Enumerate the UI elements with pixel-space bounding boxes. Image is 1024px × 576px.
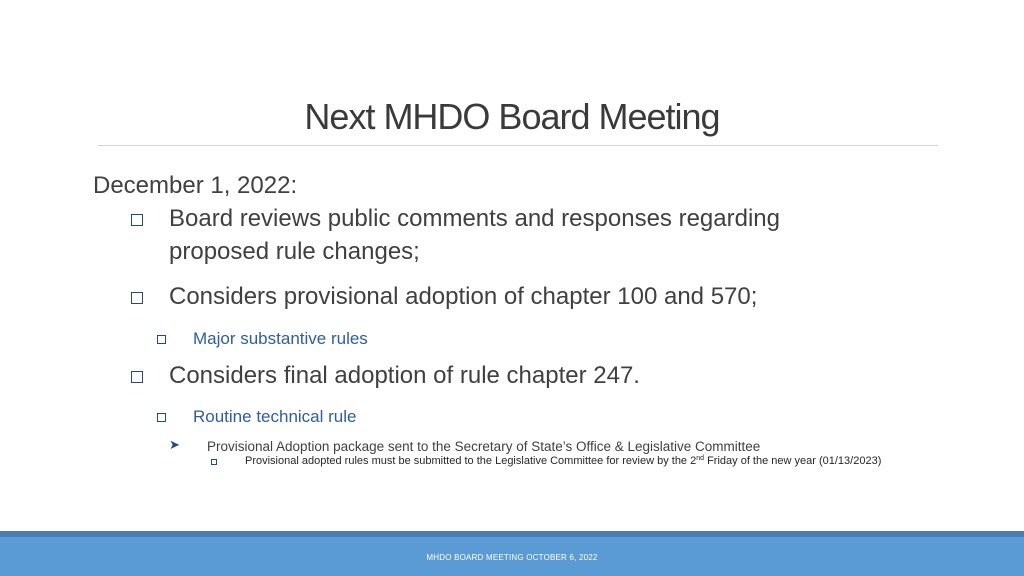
detail-text-before: Provisional adopted rules must be submitted to the Legislative Committee for review by the 2 [245,455,697,467]
square-bullet-icon [131,292,143,304]
title-divider [98,145,938,146]
bullet-text-line1: Board reviews public comments and responses regarding [169,205,780,232]
detail-item-legislative-review [211,455,951,469]
sub-bullet-major-substantive [157,329,557,351]
sub-bullet-routine-technical [157,407,557,429]
bullet-text: Considers final adoption of rule chapter 247. [169,362,640,389]
detail-ordinal-suffix: nd [696,455,705,462]
square-bullet-icon [157,335,166,344]
detail-item-text [245,455,881,467]
bullet-text: Considers provisional adoption of chapter 100 and 570; [169,283,758,310]
arrow-item-text: Provisional Adoption package sent to the Secretary of State’s Office & Legislative Committee [207,439,761,454]
slide-title: Next MHDO Board Meeting [304,96,720,137]
detail-text-after: Friday of the new year (01/13/2023) [704,455,882,467]
arrow-bullet-icon: ➤ [169,437,180,452]
footer-text: MHDO BOARD MEETING OCTOBER 6, 2022 [426,553,598,562]
bullet-item-board-reviews [131,205,891,275]
date-heading: December 1, 2022: [93,172,298,199]
square-bullet-icon [157,413,166,422]
arrow-item-provisional-package [169,439,869,455]
sub-bullet-text: Routine technical rule [193,407,357,426]
sub-bullet-text: Major substantive rules [193,329,368,348]
bullet-text-line2: proposed rule changes; [169,238,420,265]
square-bullet-icon [131,214,143,226]
square-bullet-icon [131,371,143,383]
bullet-item-final-adoption [131,362,891,394]
footer-bar [0,537,1024,576]
square-bullet-icon [211,459,217,465]
bullet-item-provisional-adoption [131,283,891,315]
